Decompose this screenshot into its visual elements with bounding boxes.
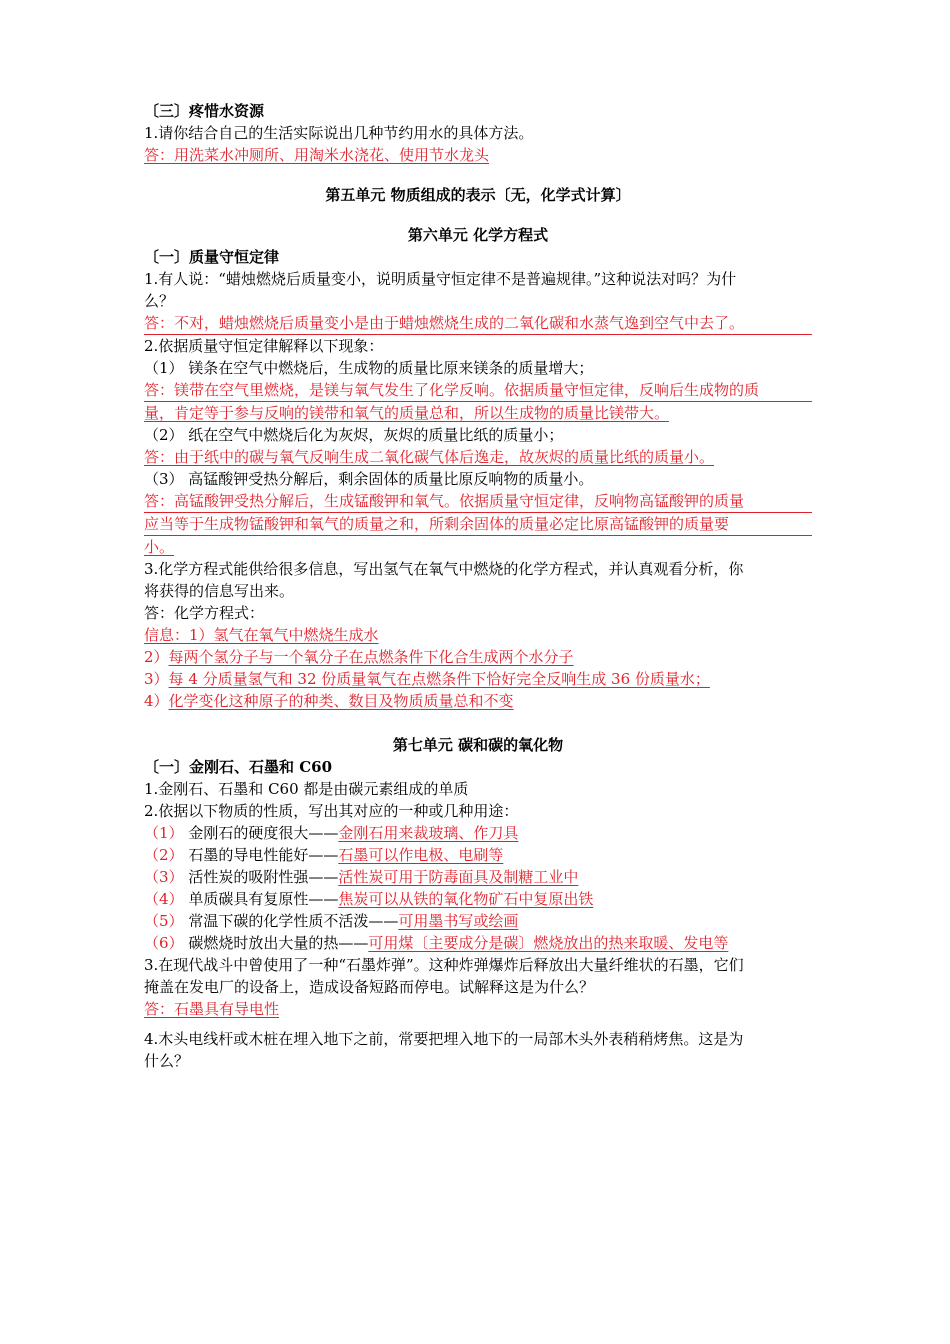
info-number: 3） xyxy=(144,670,169,688)
question-text: 3.化学方程式能供给很多信息，写出氢气在氧气中燃烧的化学方程式，并认真观看分析，你 xyxy=(144,560,744,578)
answer-text: 答：石墨具有导电性 xyxy=(144,1000,280,1018)
answer-text: 答：高锰酸钾受热分解后，生成锰酸钾和氧气。依据质量守恒定律，反响物高锰酸钾的质量 xyxy=(144,490,812,513)
question-text: 什么？ xyxy=(144,1052,190,1070)
question-text: 2.依据质量守恒定律解释以下现象： xyxy=(144,337,384,355)
question-text: 2.依据以下物质的性质，写出其对应的一种或几种用途： xyxy=(144,802,519,820)
answer-text: 答：用洗菜水冲厕所、用淘米水浇花、使用节水龙头 xyxy=(144,146,490,164)
list-item: （2） 石墨的导电性能好——石墨可以作电极、电刷等 xyxy=(144,846,504,864)
unit-title-5: 第五单元 物质组成的表示〔无，化学式计算〕 xyxy=(325,186,631,204)
answer-text: 量，肯定等于参与反响的镁带和氧气的质量总和，所以生成物的质量比镁带大。 xyxy=(144,404,670,422)
unit-title-7: 第七单元 碳和碳的氧化物 xyxy=(392,736,564,754)
question-text: 1.金刚石、石墨和 C60 都是由碳元素组成的单质 xyxy=(144,780,469,798)
unit-title-6: 第六单元 化学方程式 xyxy=(407,226,549,244)
section-heading-mass: 〔一〕质量守恒定律 xyxy=(144,248,280,266)
question-text: 1.有人说：“蜡烛燃烧后质量变小，说明质量守恒定律不是普遍规律。”这种说法对吗？为什 xyxy=(144,270,737,288)
answer-label: 答：化学方程式： xyxy=(144,604,265,622)
question-text: 掩盖在发电厂的设备上，造成设备短路而停电。试解释这是为什么？ xyxy=(144,978,595,996)
info-number: 4） xyxy=(144,692,169,710)
info-number: 2） xyxy=(144,648,169,666)
sub-question: （1） 镁条在空气中燃烧后，生成物的质量比原来镁条的质量增大； xyxy=(144,359,594,377)
question-text: 1.请你结合自己的生活实际说出几种节约用水的具体方法。 xyxy=(144,124,534,142)
sub-question: （2） 纸在空气中燃烧后化为灰烬，灰烬的质量比纸的质量小； xyxy=(144,426,564,444)
list-item: （4） 单质碳具有复原性——焦炭可以从铁的氧化物矿石中复原出铁 xyxy=(144,890,594,908)
answer-text: 答：不对，蜡烛燃烧后质量变小是由于蜡烛燃烧生成的二氧化碳和水蒸气逸到空气中去了。 xyxy=(144,312,812,335)
list-item: （6） 碳燃烧时放出大量的热——可用煤〔主要成分是碳〕燃烧放出的热来取暖、发电等 xyxy=(144,934,729,952)
info-item: 每 4 分质量氢气和 32 份质量氧气在点燃条件下恰好完全反响生成 36 份质量水； xyxy=(168,670,710,688)
info-item: 化学变化这种原子的种类、数目及物质质量总和不变 xyxy=(168,692,514,710)
list-item: （1） 金刚石的硬度很大——金刚石用来裁玻璃、作刀具 xyxy=(144,824,519,842)
answer-text: 小。 xyxy=(144,538,175,556)
question-text: 3.在现代战斗中曾使用了一种“石墨炸弹”。这种炸弹爆炸后释放出大量纤维状的石墨，它们 xyxy=(144,956,744,974)
list-item: （5） 常温下碳的化学性质不活泼——可用墨书写或绘画 xyxy=(144,912,519,930)
section-heading-carbon: 〔一〕金刚石、石墨和 C60 xyxy=(144,758,333,776)
question-text: 将获得的信息写出来。 xyxy=(144,582,295,600)
answer-text: 应当等于生成物锰酸钾和氧气的质量之和，所剩余固体的质量必定比原高锰酸钾的质量要 xyxy=(144,513,812,536)
answer-text: 答：镁带在空气里燃烧，是镁与氧气发生了化学反响。依据质量守恒定律，反响后生成物的质 xyxy=(144,379,812,402)
sub-question: （3） 高锰酸钾受热分解后，剩余固体的质量比原反响物的质量小。 xyxy=(144,470,594,488)
info-item: 每两个氢分子与一个氧分子在点燃条件下化合生成两个水分子 xyxy=(168,648,574,666)
list-item: （3） 活性炭的吸附性强——活性炭可用于防毒面具及制糖工业中 xyxy=(144,868,579,886)
answer-text: 答：由于纸中的碳与氧气反响生成二氧化碳气体后逸走，故灰烬的质量比纸的质量小。 xyxy=(144,448,715,466)
question-text: 么？ xyxy=(144,292,175,310)
section-heading-water: 〔三〕疼惜水资源 xyxy=(144,102,265,120)
question-text: 4.木头电线杆或木桩在埋入地下之前，常要把埋入地下的一局部木头外表稍稍烤焦。这是为 xyxy=(144,1030,744,1048)
info-item: 信息：1）氢气在氧气中燃烧生成水 xyxy=(144,626,379,644)
document-page xyxy=(144,100,812,1072)
